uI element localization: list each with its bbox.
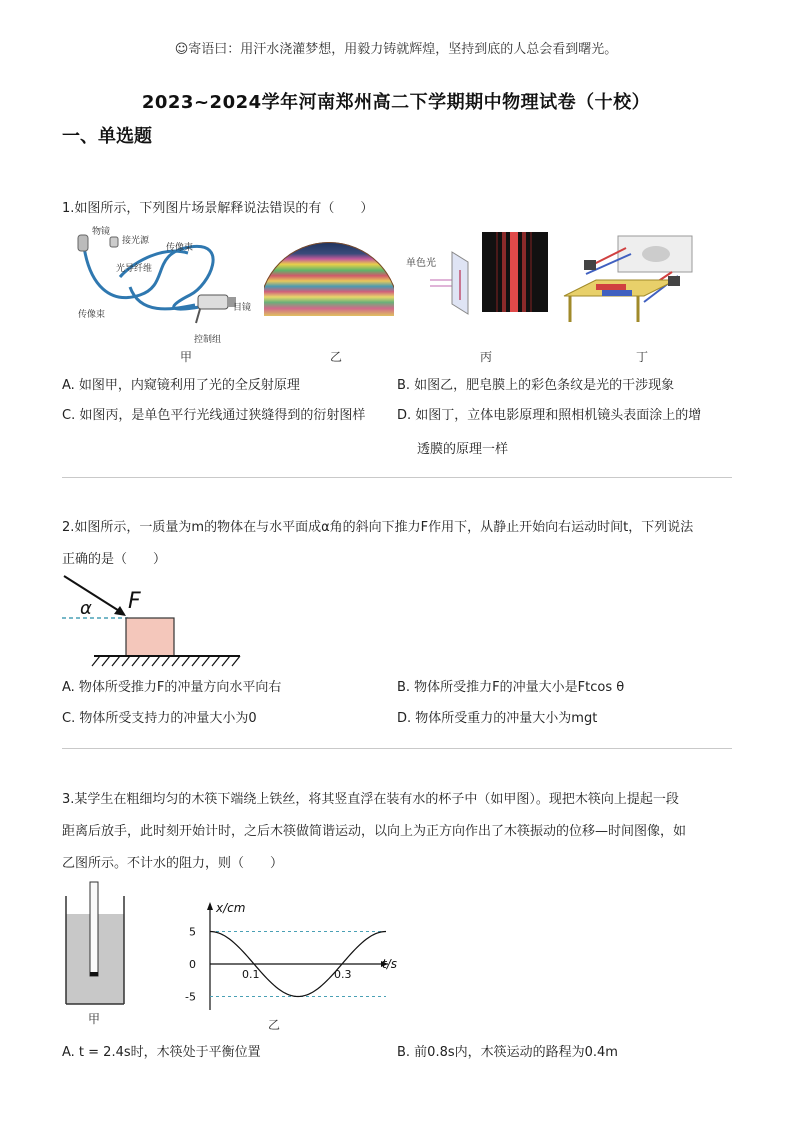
force-label: F — [128, 589, 141, 614]
q1-caption-jia: 甲 — [180, 350, 193, 364]
q1-option-b[interactable]: B. 如图乙，肥皂膜上的彩色条纹是光的干涉现象 — [397, 378, 675, 393]
q3-caption-yi: 乙 — [268, 1018, 281, 1032]
objective-lens-shape — [78, 235, 88, 251]
y-tick-label-neg5: -5 — [185, 990, 196, 1004]
q1-figure-soap-film — [264, 240, 394, 316]
control-unit-shape — [198, 295, 228, 309]
q1-option-d-cont: 透膜的原理一样 — [417, 442, 509, 457]
q1-caption-yi: 乙 — [330, 350, 343, 364]
label-eyepiece: 目镜 — [233, 303, 252, 313]
q3-chart — [168, 898, 408, 1034]
divider-1 — [62, 477, 732, 478]
q3-option-a[interactable]: A. t = 2.4s时，木筷处于平衡位置 — [62, 1045, 261, 1060]
alpha-label: α — [80, 598, 92, 619]
q3-stem-line1: 3.某学生在粗细均匀的木筷下端绕上铁丝，将其竖直浮在装有水的杯子中（如甲图）。现把木筷向上提起一段 — [62, 792, 679, 807]
x-axis-label: t/s — [382, 957, 397, 971]
page-title: 2023~2024学年河南郑州高二下学期期中物理试卷（十校） — [141, 92, 651, 113]
q1-figure-diffraction — [400, 232, 550, 317]
q2-option-d[interactable]: D. 物体所受重力的冲量大小为mgt — [397, 711, 598, 726]
q1-figure-3d-projection — [556, 232, 706, 324]
q3-caption-jia: 甲 — [88, 1012, 101, 1026]
label-image-bundle-top: 传像束 — [166, 243, 194, 253]
q1-stem: 1.如图所示，下列图片场景解释说法错误的有（ ） — [62, 201, 374, 216]
q1-option-c[interactable]: C. 如图丙，是单色平行光线通过狭缝得到的衍射图样 — [62, 408, 366, 423]
q1-caption-ding: 丁 — [636, 350, 649, 364]
motto: ☺寄语曰：用汗水浇灌梦想，用毅力铸就辉煌，坚持到底的人总会看到曙光。 — [174, 42, 618, 57]
q2-stem-line2: 正确的是（ ） — [62, 552, 167, 567]
y-tick-label-5: 5 — [189, 925, 196, 939]
x-tick-label-0.1: 0.1 — [242, 968, 260, 981]
q1-option-a[interactable]: A. 如图甲，内窥镜利用了光的全反射原理 — [62, 378, 300, 393]
label-image-bundle-left: 传像束 — [78, 310, 106, 320]
y-tick-label-0: 0 — [189, 958, 196, 971]
label-light-source: 接光源 — [122, 236, 150, 246]
label-objective: 物镜 — [92, 227, 111, 237]
q3-option-b[interactable]: B. 前0.8s内，木筷运动的路程为0.4m — [397, 1045, 618, 1060]
q3-stem-line3: 乙图所示。不计水的阻力，则（ ） — [62, 856, 284, 871]
q2-option-c[interactable]: C. 物体所受支持力的冲量大小为0 — [62, 711, 257, 726]
block-shape — [126, 618, 174, 656]
q3-stem-line2: 距离后放手，此时刻开始计时，之后木筷做简谐运动，以向上为正方向作出了木筷振动的位移—时间图像，如 — [62, 824, 687, 839]
label-fiber: 光导纤维 — [116, 264, 153, 274]
q1-option-d[interactable]: D. 如图丁，立体电影原理和照相机镜头表面涂上的增 — [397, 408, 702, 423]
q2-option-b[interactable]: B. 物体所受推力F的冲量大小是Ftcos θ — [397, 680, 625, 695]
y-axis-arrow — [207, 902, 213, 910]
q2-figure-block — [62, 574, 244, 670]
q2-stem-line1: 2.如图所示，一质量为m的物体在与水平面成α角的斜向下推力F作用下，从静止开始向右运动时间t，下列说法 — [62, 520, 694, 535]
label-mono-light: 单色光 — [406, 258, 436, 269]
q1-caption-bing: 丙 — [480, 350, 493, 364]
q3-figure-cup — [62, 880, 128, 1030]
y-axis-label: x/cm — [216, 901, 246, 915]
x-tick-label-0.3: 0.3 — [334, 968, 352, 981]
q2-option-a[interactable]: A. 物体所受推力F的冲量方向水平向右 — [62, 680, 282, 695]
section-heading: 一、单选题 — [62, 126, 152, 147]
chopstick-shape — [90, 882, 98, 976]
label-control: 控制组 — [194, 335, 222, 345]
divider-2 — [62, 748, 732, 749]
q1-figure-endoscope — [70, 225, 270, 350]
